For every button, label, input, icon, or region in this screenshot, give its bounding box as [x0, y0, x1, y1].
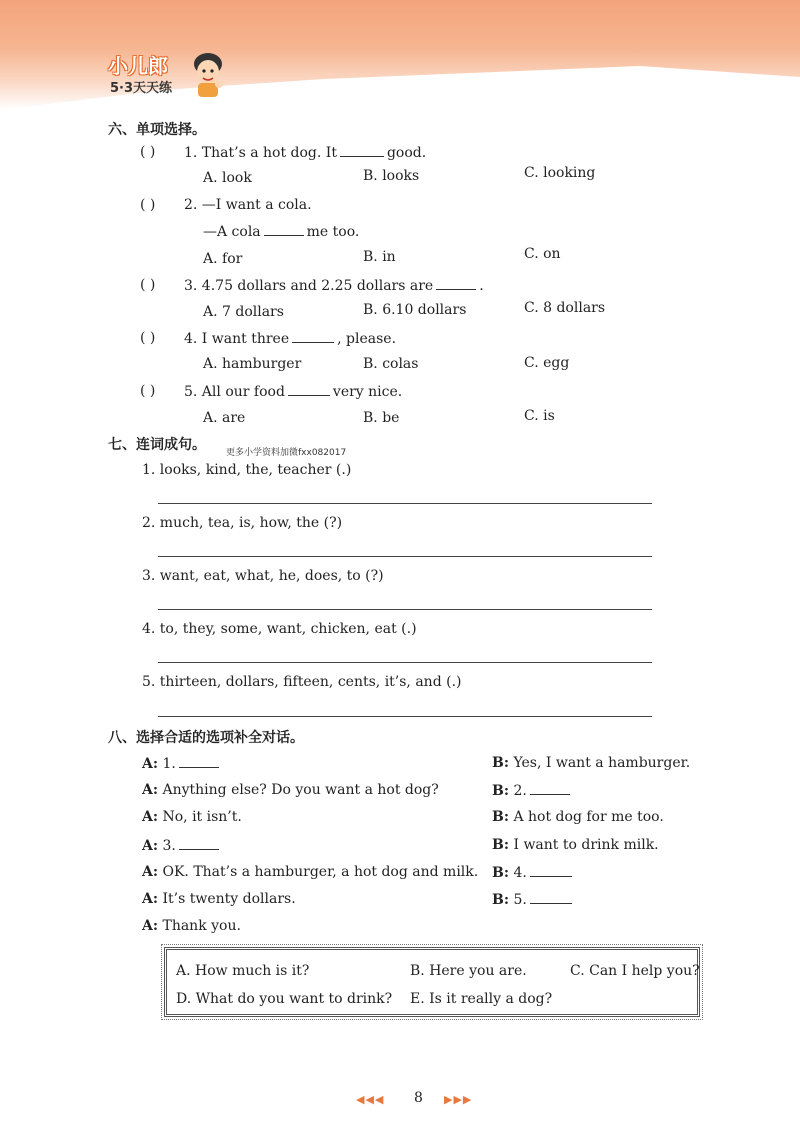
option-a: A. for: [203, 251, 243, 267]
answer-line-2[interactable]: [158, 556, 652, 557]
answer-blank[interactable]: [264, 223, 304, 236]
question-stem-line2: [203, 223, 359, 240]
option-c: C. 8 dollars: [524, 300, 606, 316]
option-b: B. 6.10 dollars: [363, 302, 467, 318]
dialogue-a-3: [142, 809, 242, 825]
reorder-item-3: 3. want, eat, what, he, does, to (?): [142, 568, 384, 584]
speaker-label: A:: [142, 809, 159, 825]
dialogue-text: No, it isn’t.: [162, 809, 242, 825]
dialogue-text: 2.: [513, 783, 527, 799]
answer-blank[interactable]: [179, 837, 219, 850]
option-b: B. in: [363, 249, 396, 265]
speaker-label: A:: [142, 891, 159, 907]
dialogue-text: 3.: [162, 838, 176, 854]
stem-part: —A cola: [203, 224, 261, 240]
stem-part: 3. 4.75 dollars and 2.25 dollars are: [184, 278, 434, 294]
dialogue-text: OK. That’s a hamburger, a hot dog and milk.: [162, 864, 479, 880]
option-c: C. Can I help you?: [570, 963, 700, 979]
page-footer: [356, 1090, 486, 1110]
stem-part: very nice.: [332, 384, 403, 400]
reorder-item-1: 1. looks, kind, the, teacher (.): [142, 462, 352, 478]
reorder-item-5: 5. thirteen, dollars, fifteen, cents, it’s, and (.): [142, 674, 462, 690]
resource-note: 更多小学资料加微fxx082017: [226, 448, 347, 458]
section-7-title: 七、连词成句。: [108, 437, 206, 453]
speaker-label: B:: [492, 865, 510, 881]
logo-series-text: 5·3天天练: [110, 81, 173, 96]
option-d: D. What do you want to drink?: [176, 991, 393, 1007]
dialogue-text: Thank you.: [162, 918, 241, 934]
dialogue-text: 4.: [513, 865, 527, 881]
answer-blank[interactable]: [530, 864, 572, 877]
question-stem: [184, 330, 396, 347]
dialogue-text: Yes, I want a hamburger.: [513, 755, 691, 771]
reorder-item-4: 4. to, they, some, want, chicken, eat (.): [142, 621, 417, 637]
speaker-label: A:: [142, 918, 159, 934]
option-b: B. be: [363, 410, 400, 426]
option-b: B. colas: [363, 356, 419, 372]
dialogue-text: It’s twenty dollars.: [162, 891, 296, 907]
answer-blank[interactable]: [292, 330, 334, 343]
answer-line-1[interactable]: [158, 503, 652, 504]
stem-part: good.: [386, 145, 427, 161]
answer-paren[interactable]: ( ): [140, 383, 156, 399]
question-stem: 2. —I want a cola.: [184, 197, 312, 213]
dialogue-b-3: [492, 809, 664, 825]
dialogue-text: A hot dog for me too.: [513, 809, 664, 825]
dialogue-b-4: [492, 837, 659, 853]
dialogue-a-1: [142, 755, 222, 772]
section-6-title: 六、单项选择。: [108, 122, 206, 138]
question-stem: [184, 383, 402, 400]
answer-blank[interactable]: [530, 891, 572, 904]
mascot-icon: [188, 50, 228, 98]
dialogue-b-5: [492, 864, 575, 881]
option-a: A. look: [203, 170, 252, 186]
answer-paren[interactable]: ( ): [140, 330, 156, 346]
logo-brand-text: 小儿郎: [108, 54, 168, 78]
option-a: A. are: [203, 410, 246, 426]
answer-blank[interactable]: [179, 755, 219, 768]
speaker-label: B:: [492, 783, 510, 799]
answer-line-5[interactable]: [158, 716, 652, 717]
speaker-label: B:: [492, 809, 510, 825]
prev-arrows-icon: ◀◀◀: [356, 1093, 385, 1106]
question-stem: [184, 277, 484, 294]
page-number: 8: [414, 1090, 423, 1106]
speaker-label: A:: [142, 838, 159, 854]
dialogue-b-2: [492, 782, 573, 799]
stem-part: .: [479, 278, 484, 294]
dialogue-a-2: [142, 782, 439, 798]
speaker-label: A:: [142, 782, 159, 798]
speaker-label: B:: [492, 837, 510, 853]
answer-paren[interactable]: ( ): [140, 197, 156, 213]
dialogue-text: 5.: [513, 892, 527, 908]
answer-line-4[interactable]: [158, 662, 652, 663]
option-c: C. egg: [524, 355, 570, 371]
answer-blank[interactable]: [530, 782, 570, 795]
answer-blank[interactable]: [288, 383, 330, 396]
stem-part: me too.: [306, 224, 360, 240]
answer-blank[interactable]: [436, 277, 476, 290]
speaker-label: B:: [492, 755, 510, 771]
dialogue-text: I want to drink milk.: [513, 837, 659, 853]
dialogue-text: Anything else? Do you want a hot dog?: [162, 782, 439, 798]
answer-paren[interactable]: ( ): [140, 277, 156, 293]
option-c: C. is: [524, 408, 555, 424]
dialogue-a-5: [142, 864, 478, 880]
option-a: A. How much is it?: [176, 963, 310, 979]
next-arrows-icon: ▶▶▶: [444, 1093, 473, 1106]
dialogue-text: 1.: [162, 756, 176, 772]
answer-paren[interactable]: ( ): [140, 144, 156, 160]
option-a: A. 7 dollars: [203, 304, 284, 320]
dialogue-a-7: [142, 918, 241, 934]
speaker-label: A:: [142, 864, 159, 880]
stem-part: 1. That’s a hot dog. It: [184, 145, 337, 161]
answer-line-3[interactable]: [158, 609, 652, 610]
section-8-title: 八、选择合适的选项补全对话。: [108, 730, 304, 746]
stem-part: 4. I want three: [184, 331, 290, 347]
dialogue-a-6: [142, 891, 296, 907]
option-b: B. Here you are.: [410, 963, 527, 979]
option-a: A. hamburger: [203, 356, 302, 372]
speaker-label: B:: [492, 892, 510, 908]
speaker-label: A:: [142, 756, 159, 772]
option-e: E. Is it really a dog?: [410, 991, 553, 1007]
option-c: C. looking: [524, 165, 596, 181]
option-b: B. looks: [363, 168, 420, 184]
dialogue-b-6: [492, 891, 575, 908]
question-stem: [184, 144, 426, 161]
reorder-item-2: 2. much, tea, is, how, the (?): [142, 515, 343, 531]
dialogue-a-4: [142, 837, 222, 854]
stem-part: 5. All our food: [184, 384, 285, 400]
stem-part: , please.: [337, 331, 397, 347]
option-c: C. on: [524, 246, 561, 262]
answer-blank[interactable]: [340, 144, 384, 157]
brand-logo: [108, 50, 228, 102]
dialogue-b-1: [492, 755, 690, 771]
